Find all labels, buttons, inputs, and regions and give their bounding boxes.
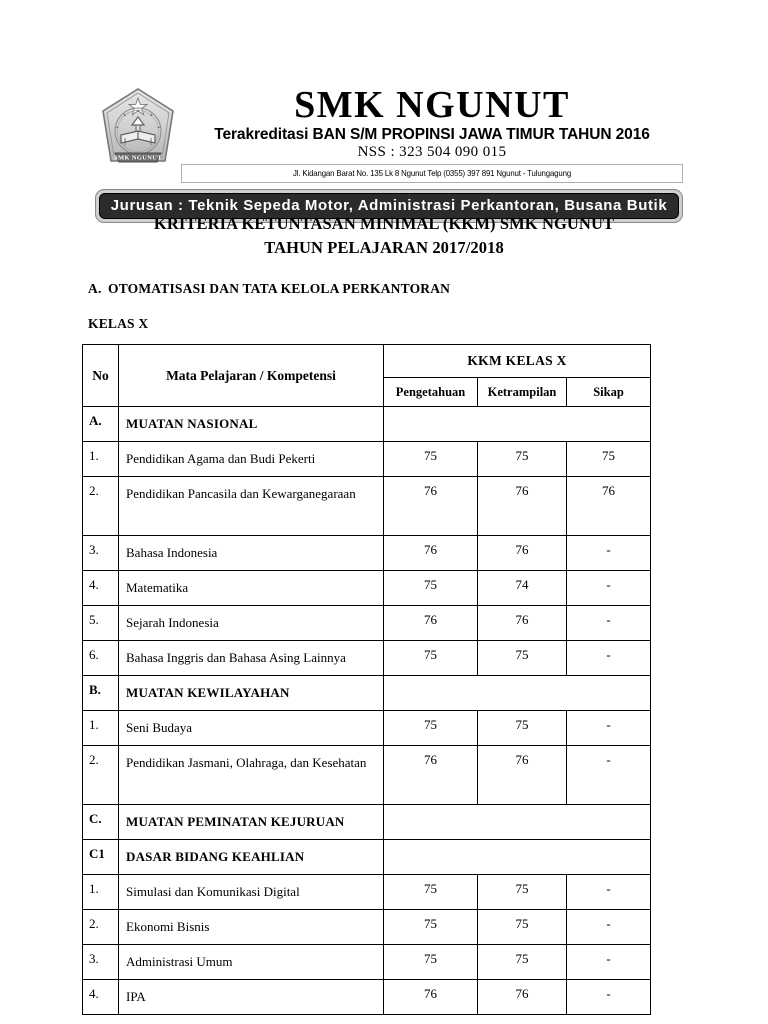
cell-sikap: - xyxy=(567,641,651,676)
header-ketrampilan: Ketrampilan xyxy=(478,378,567,407)
cell-section-blank xyxy=(384,805,651,840)
cell-no: B. xyxy=(83,676,119,711)
header-no: No xyxy=(83,345,119,407)
cell-sikap: - xyxy=(567,746,651,805)
address-line: Jl. Kidangan Barat No. 135 Lk 8 Ngunut Telp (0355) 397 891 Ngunut - Tulungagung xyxy=(292,168,572,178)
cell-sikap: - xyxy=(567,571,651,606)
header-pengetahuan: Pengetahuan xyxy=(384,378,478,407)
table-section-row xyxy=(83,407,651,442)
cell-pengetahuan: 75 xyxy=(384,641,478,676)
cell-subject: Administrasi Umum xyxy=(119,945,384,980)
cell-section-blank xyxy=(384,840,651,875)
table-row xyxy=(83,711,651,746)
cell-ketrampilan: 75 xyxy=(478,945,567,980)
table-row xyxy=(83,945,651,980)
cell-pengetahuan: 75 xyxy=(384,875,478,910)
tut-wuri-handayani-emblem-icon xyxy=(99,87,177,169)
cell-pengetahuan: 75 xyxy=(384,945,478,980)
cell-no: 3. xyxy=(83,536,119,571)
cell-ketrampilan: 75 xyxy=(478,910,567,945)
cell-subject: Ekonomi Bisnis xyxy=(119,910,384,945)
cell-no: 1. xyxy=(83,442,119,477)
school-name: SMK NGUNUT xyxy=(294,84,570,126)
cell-no: C1 xyxy=(83,840,119,875)
page-title-line2: TAHUN PELAJARAN 2017/2018 xyxy=(264,238,504,257)
table-section-row xyxy=(83,676,651,711)
cell-ketrampilan: 76 xyxy=(478,477,567,536)
accreditation-line: Terakreditasi BAN S/M PROPINSI JAWA TIMUR TAHUN 2016 xyxy=(214,126,650,143)
cell-no: 4. xyxy=(83,980,119,1015)
cell-no: 4. xyxy=(83,571,119,606)
cell-subject: Pendidikan Jasmani, Olahraga, dan Kesehatan xyxy=(119,746,384,805)
cell-pengetahuan: 75 xyxy=(384,571,478,606)
letterhead-text-block xyxy=(181,85,683,183)
cell-subject: IPA xyxy=(119,980,384,1015)
table-row xyxy=(83,910,651,945)
cell-no: 5. xyxy=(83,606,119,641)
cell-sikap: - xyxy=(567,910,651,945)
cell-subject: Simulasi dan Komunikasi Digital xyxy=(119,875,384,910)
cell-section-title: MUATAN PEMINATAN KEJURUAN xyxy=(119,805,384,840)
cell-sikap: 75 xyxy=(567,442,651,477)
cell-subject: Pendidikan Agama dan Budi Pekerti xyxy=(119,442,384,477)
cell-section-title: DASAR BIDANG KEAHLIAN xyxy=(119,840,384,875)
cell-subject: Sejarah Indonesia xyxy=(119,606,384,641)
cell-section-blank xyxy=(384,407,651,442)
letterhead-top-row xyxy=(95,85,683,183)
cell-ketrampilan: 75 xyxy=(478,641,567,676)
cell-subject: Matematika xyxy=(119,571,384,606)
cell-no: 6. xyxy=(83,641,119,676)
table-row xyxy=(83,980,651,1015)
jurusan-text: Jurusan : Teknik Sepeda Motor, Administrasi Perkantoran, Busana Butik xyxy=(110,197,668,214)
cell-section-blank xyxy=(384,676,651,711)
school-logo xyxy=(99,87,177,169)
kelas-label: KELAS X xyxy=(88,316,149,331)
cell-sikap: 76 xyxy=(567,477,651,536)
cell-pengetahuan: 76 xyxy=(384,536,478,571)
section-index: A. xyxy=(88,281,102,296)
cell-no: 2. xyxy=(83,746,119,805)
cell-subject: Pendidikan Pancasila dan Kewarganegaraan xyxy=(119,477,384,536)
cell-pengetahuan: 75 xyxy=(384,442,478,477)
cell-pengetahuan: 75 xyxy=(384,711,478,746)
cell-no: 1. xyxy=(83,875,119,910)
cell-subject: Seni Budaya xyxy=(119,711,384,746)
table-row xyxy=(83,606,651,641)
cell-ketrampilan: 75 xyxy=(478,711,567,746)
cell-subject: Bahasa Inggris dan Bahasa Asing Lainnya xyxy=(119,641,384,676)
section-name: OTOMATISASI DAN TATA KELOLA PERKANTORAN xyxy=(108,281,451,296)
cell-section-title: MUATAN KEWILAYAHAN xyxy=(119,676,384,711)
cell-ketrampilan: 76 xyxy=(478,536,567,571)
cell-sikap: - xyxy=(567,980,651,1015)
address-box xyxy=(181,164,683,183)
page-title xyxy=(0,212,768,260)
table-row xyxy=(83,442,651,477)
letterhead xyxy=(95,85,683,223)
cell-ketrampilan: 76 xyxy=(478,980,567,1015)
header-subject: Mata Pelajaran / Kompetensi xyxy=(119,345,384,407)
table-row xyxy=(83,477,651,536)
cell-ketrampilan: 74 xyxy=(478,571,567,606)
table-row xyxy=(83,571,651,606)
cell-ketrampilan: 75 xyxy=(478,875,567,910)
section-heading xyxy=(88,280,450,298)
cell-pengetahuan: 76 xyxy=(384,746,478,805)
cell-no: A. xyxy=(83,407,119,442)
cell-pengetahuan: 76 xyxy=(384,606,478,641)
cell-ketrampilan: 76 xyxy=(478,606,567,641)
header-kkm-group: KKM KELAS X xyxy=(384,345,651,378)
logo-caption: SMK NGUNUT xyxy=(114,154,162,162)
cell-ketrampilan: 76 xyxy=(478,746,567,805)
cell-sikap: - xyxy=(567,875,651,910)
cell-ketrampilan: 75 xyxy=(478,442,567,477)
cell-sikap: - xyxy=(567,536,651,571)
table-row xyxy=(83,746,651,805)
cell-no: C. xyxy=(83,805,119,840)
header-sikap: Sikap xyxy=(567,378,651,407)
table-row xyxy=(83,641,651,676)
school-logo-wrap xyxy=(95,85,181,169)
cell-sikap: - xyxy=(567,606,651,641)
nss-line: NSS : 323 504 090 015 xyxy=(357,144,507,160)
cell-pengetahuan: 76 xyxy=(384,980,478,1015)
cell-no: 1. xyxy=(83,711,119,746)
cell-pengetahuan: 75 xyxy=(384,910,478,945)
table-row xyxy=(83,536,651,571)
cell-no: 3. xyxy=(83,945,119,980)
cell-no: 2. xyxy=(83,910,119,945)
table-header-row-1 xyxy=(83,345,651,378)
cell-no: 2. xyxy=(83,477,119,536)
kkm-table xyxy=(82,344,651,1015)
cell-subject: Bahasa Indonesia xyxy=(119,536,384,571)
cell-sikap: - xyxy=(567,945,651,980)
page-title-line1: KRITERIA KETUNTASAN MINIMAL (KKM) SMK NGUNUT xyxy=(153,214,615,233)
table-section-row xyxy=(83,805,651,840)
table-body xyxy=(83,407,651,1015)
table-row xyxy=(83,875,651,910)
cell-sikap: - xyxy=(567,711,651,746)
table-section-row xyxy=(83,840,651,875)
table-head xyxy=(83,345,651,407)
cell-pengetahuan: 76 xyxy=(384,477,478,536)
cell-section-title: MUATAN NASIONAL xyxy=(119,407,384,442)
